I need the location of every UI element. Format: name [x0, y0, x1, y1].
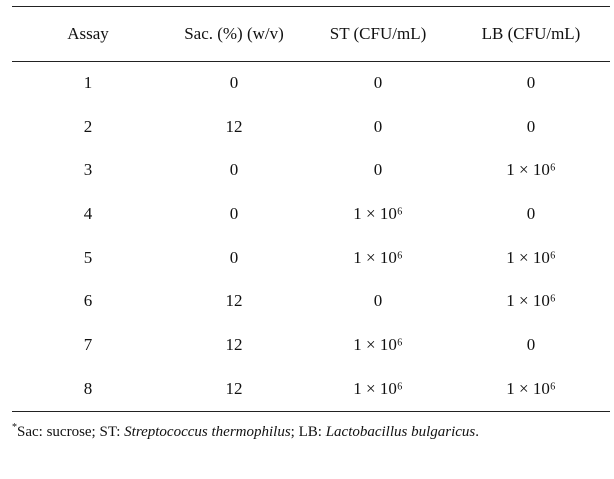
table-footnote [12, 421, 608, 443]
table-row [12, 148, 610, 192]
cell-st: 0 [373, 72, 383, 92]
cell-st: 1 × 10⁶ [353, 203, 403, 223]
cell-st: 1 × 10⁶ [353, 334, 403, 354]
footnote-lb-label: ; LB: [290, 424, 326, 440]
cell-sucrose: 0 [229, 247, 239, 267]
cell-sucrose: 0 [229, 160, 239, 180]
cell-st: 1 × 10⁶ [353, 378, 403, 398]
cell-assay: 2 [83, 116, 93, 136]
cell-lb: 1 × 10⁶ [506, 291, 556, 311]
cell-assay: 3 [83, 160, 93, 180]
cell-st: 0 [373, 160, 383, 180]
cell-sucrose: 0 [229, 203, 239, 223]
cell-assay: 6 [83, 291, 93, 311]
cell-sucrose: 12 [225, 334, 243, 354]
table-header-row [12, 7, 610, 61]
cell-assay: 5 [83, 247, 93, 267]
column-header-lb: LB (CFU/mL) [481, 24, 581, 43]
cell-st: 1 × 10⁶ [353, 247, 403, 267]
footnote-sac-label: Sac: sucrose; ST: [17, 424, 125, 440]
column-header-assay: Assay [67, 24, 109, 43]
table-row [12, 279, 610, 323]
cell-sucrose: 12 [225, 291, 243, 311]
table-row [12, 236, 610, 280]
table-row [12, 61, 610, 105]
footnote-marker: * [12, 422, 17, 433]
cell-assay: 4 [83, 203, 93, 223]
cell-lb: 1 × 10⁶ [506, 160, 556, 180]
table-row [12, 192, 610, 236]
table-row [12, 105, 610, 149]
cell-st: 0 [373, 116, 383, 136]
cell-st: 0 [373, 291, 383, 311]
table-bottom-rule [12, 411, 610, 412]
table-row [12, 323, 610, 367]
footnote-end: . [475, 424, 480, 440]
footnote-st-name: Streptococcus thermophilus [124, 424, 291, 440]
table-row [12, 367, 610, 411]
cell-lb: 0 [526, 72, 536, 92]
assay-table [12, 7, 610, 411]
cell-sucrose: 0 [229, 72, 239, 92]
column-header-st: ST (CFU/mL) [329, 24, 427, 43]
cell-sucrose: 12 [225, 116, 243, 136]
cell-assay: 7 [83, 334, 93, 354]
cell-lb: 0 [526, 334, 536, 354]
cell-lb: 1 × 10⁶ [506, 247, 556, 267]
column-header-sucrose: Sac. (%) (w/v) [184, 24, 284, 43]
cell-lb: 0 [526, 203, 536, 223]
cell-assay: 8 [83, 378, 93, 398]
cell-assay: 1 [83, 72, 93, 92]
footnote-lb-name: Lactobacillus bulgaricus [325, 424, 476, 440]
cell-sucrose: 12 [225, 378, 243, 398]
cell-lb: 1 × 10⁶ [506, 378, 556, 398]
cell-lb: 0 [526, 116, 536, 136]
